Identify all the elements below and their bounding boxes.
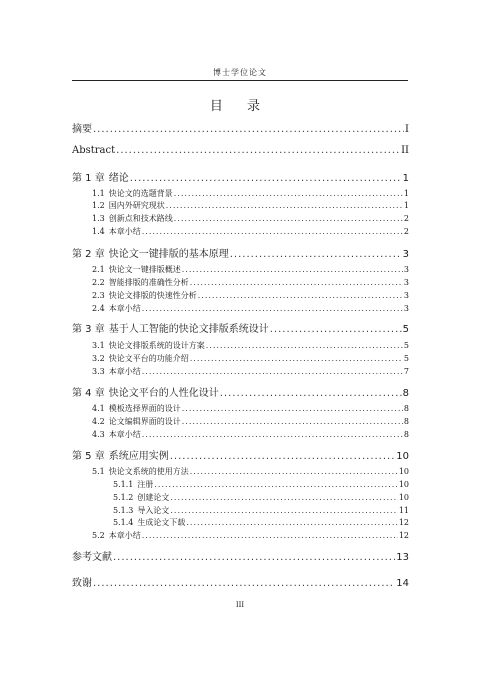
toc-entry[interactable]: [113, 505, 409, 516]
toc-leader-dots: [113, 552, 395, 563]
toc-page-number: 8: [403, 430, 409, 439]
toc-leader-dots: [190, 354, 403, 363]
toc-entry[interactable]: [72, 120, 409, 135]
toc-entry-text: 论文编辑界面的设计: [108, 417, 181, 426]
toc-section-number: 2.1: [92, 265, 105, 274]
toc-entry-text: 系统应用实例: [108, 451, 169, 462]
toc-entry-text: Abstract: [72, 145, 116, 156]
toc-entry-text: 快论文排版系统的设计方案: [108, 341, 205, 350]
toc-page-number: 5: [403, 341, 409, 350]
toc-page-number: 7: [403, 367, 409, 376]
toc-entry-text: 创新点和技术路线: [108, 214, 173, 223]
toc-entry-text: 快论文排版的快速性分析: [108, 291, 197, 300]
toc-title: 目 录: [209, 99, 271, 114]
toc-entry[interactable]: [72, 320, 409, 335]
toc-page-number: 10: [398, 480, 409, 489]
toc-leader-dots: [116, 145, 400, 156]
toc-entry-text: 智能排版的准确性分析: [108, 278, 189, 287]
toc-entry-text: 国内外研究现状: [108, 201, 165, 210]
toc-entry[interactable]: [72, 574, 409, 589]
toc-subsection-number: 5.1.4: [113, 518, 134, 527]
toc-leader-dots: [190, 467, 398, 476]
toc-entry[interactable]: [72, 245, 409, 260]
toc-page-number: 10: [398, 467, 409, 476]
toc-entry-text: 快论文一键排版的基本原理: [108, 249, 229, 260]
toc-entry-text: 基于人工智能的快论文排版系统设计: [108, 324, 269, 335]
toc-leader-dots: [93, 124, 404, 135]
toc-section-number: 4.3: [92, 430, 105, 439]
toc-leader-dots: [206, 341, 403, 350]
toc-entry[interactable]: [72, 384, 409, 399]
toc-entry[interactable]: [92, 340, 409, 351]
toc-leader-dots: [154, 480, 397, 489]
toc-entry[interactable]: [92, 429, 409, 440]
toc-entry[interactable]: [92, 188, 409, 199]
toc-page-number: 2: [403, 227, 409, 236]
toc-entry[interactable]: [113, 479, 409, 490]
toc-page-number: 8: [402, 388, 409, 399]
toc-section-number: 2.3: [92, 291, 105, 300]
toc-page-number: II: [401, 145, 409, 156]
toc-leader-dots: [142, 531, 398, 540]
toc-entry-text: 快论文平台的功能介绍: [108, 354, 189, 363]
toc-section-number: 3.3: [92, 367, 105, 376]
toc-page-number: 3: [403, 278, 409, 287]
toc-entry-text: 生成论文下载: [137, 518, 186, 527]
toc-entry[interactable]: [92, 353, 409, 364]
toc-leader-dots: [142, 227, 403, 236]
toc-entry-text: 致谢: [72, 578, 92, 589]
toc-entry-text: 快论文的选题背景: [108, 189, 173, 198]
toc-leader-dots: [166, 201, 403, 210]
toc-page-number: 11: [398, 506, 409, 515]
toc-page-number: 10: [396, 451, 409, 462]
toc-entry[interactable]: [92, 466, 409, 477]
toc-entry[interactable]: [92, 366, 409, 377]
toc-section-number: 3.1: [92, 341, 105, 350]
toc-chapter-number: 第 4 章: [72, 388, 105, 399]
toc-page-number: 14: [396, 578, 409, 589]
toc-entry-text: 创建论文: [137, 493, 170, 502]
toc-entry-text: 参考文献: [72, 552, 112, 563]
toc-entry[interactable]: [92, 213, 409, 224]
toc-entry-text: 本章小结: [108, 227, 141, 236]
toc-leader-dots: [186, 518, 397, 527]
toc-leader-dots: [174, 214, 403, 223]
toc-leader-dots: [198, 291, 403, 300]
toc-section-number: 3.2: [92, 354, 105, 363]
toc-entry[interactable]: [72, 169, 409, 184]
toc-chapter-number: 第 3 章: [72, 324, 105, 335]
toc-leader-dots: [190, 278, 403, 287]
toc-section-number: 4.2: [92, 417, 105, 426]
toc-entry-text: 导入论文: [137, 506, 170, 515]
toc-page-number: 12: [398, 518, 409, 527]
toc-page-number: 12: [398, 531, 409, 540]
toc-entry[interactable]: [92, 277, 409, 288]
toc-leader-dots: [220, 388, 402, 399]
toc-section-number: 5.1: [92, 467, 105, 476]
toc-entry[interactable]: [92, 416, 409, 427]
toc-page-number: 1: [403, 201, 409, 210]
toc-entry-text: 快论文系统的使用方法: [108, 467, 189, 476]
toc-page-number: 8: [403, 404, 409, 413]
toc-entry[interactable]: [92, 403, 409, 414]
toc-leader-dots: [270, 324, 402, 335]
toc-page-number: 1: [402, 173, 409, 184]
toc-section-number: 2.2: [92, 278, 105, 287]
toc-entry[interactable]: [72, 447, 409, 462]
toc-page-number: I: [405, 124, 409, 135]
toc-entry[interactable]: [72, 145, 409, 156]
running-header: 博士学位论文: [213, 68, 267, 77]
toc-section-number: 5.2: [92, 531, 105, 540]
toc-chapter-number: 第 5 章: [72, 451, 105, 462]
toc-page-number: 3: [402, 249, 409, 260]
toc-page-number: 1: [403, 189, 409, 198]
toc-entry[interactable]: [92, 290, 409, 301]
toc-leader-dots: [142, 304, 403, 313]
toc-page-number: 3: [403, 304, 409, 313]
toc-entry[interactable]: [72, 548, 409, 563]
toc-leader-dots: [230, 249, 402, 260]
toc-entry[interactable]: [92, 226, 409, 237]
toc-section-number: 1.3: [92, 214, 105, 223]
toc-entry-text: 本章小结: [108, 430, 141, 439]
header-rule: [72, 80, 408, 81]
toc-entry-text: 本章小结: [108, 531, 141, 540]
toc-chapter-number: 第 2 章: [72, 249, 105, 260]
toc-page-number: 5: [402, 324, 409, 335]
toc-leader-dots: [182, 417, 403, 426]
toc-section-number: 2.4: [92, 304, 105, 313]
toc-entry-text: 本章小结: [108, 367, 141, 376]
toc-entry-text: 绪论: [108, 173, 129, 184]
toc-page-number: 3: [403, 265, 409, 274]
toc-page-number: 8: [403, 417, 409, 426]
toc-leader-dots: [142, 367, 403, 376]
toc-entry[interactable]: [92, 264, 409, 275]
toc-entry[interactable]: [113, 517, 409, 528]
toc-entry-text: 本章小结: [108, 304, 141, 313]
toc-page-number: 13: [396, 552, 409, 563]
toc-leader-dots: [174, 189, 403, 198]
toc-page-number: 3: [403, 291, 409, 300]
toc-leader-dots: [182, 265, 403, 274]
toc-section-number: 1.1: [92, 189, 105, 198]
toc-entry-text: 模板选择界面的设计: [108, 404, 181, 413]
toc-subsection-number: 5.1.2: [113, 493, 134, 502]
toc-leader-dots: [182, 404, 403, 413]
toc-leader-dots: [130, 173, 402, 184]
toc-subsection-number: 5.1.1: [113, 480, 134, 489]
toc-entry-text: 快论文平台的人性化设计: [108, 388, 219, 399]
toc-entry[interactable]: [92, 303, 409, 314]
toc-leader-dots: [170, 493, 397, 502]
toc-page-number: 2: [403, 214, 409, 223]
toc-leader-dots: [93, 578, 395, 589]
toc-entry-text: 注册: [137, 480, 154, 489]
toc-section-number: 1.2: [92, 201, 105, 210]
page-number-footer: III: [235, 601, 245, 609]
toc-entry[interactable]: [113, 492, 409, 503]
toc-section-number: 1.4: [92, 227, 105, 236]
toc-page-number: 10: [398, 493, 409, 502]
toc-leader-dots: [170, 506, 397, 515]
toc-entry[interactable]: [92, 200, 409, 211]
toc-page-number: 5: [403, 354, 409, 363]
toc-leader-dots: [170, 451, 396, 462]
toc-entry-text: 摘要: [72, 124, 92, 135]
toc-entry-text: 快论文一键排版概述: [108, 265, 181, 274]
toc-subsection-number: 5.1.3: [113, 506, 134, 515]
toc-chapter-number: 第 1 章: [72, 173, 105, 184]
toc-entry[interactable]: [92, 530, 409, 541]
toc-leader-dots: [142, 430, 403, 439]
toc-section-number: 4.1: [92, 404, 105, 413]
